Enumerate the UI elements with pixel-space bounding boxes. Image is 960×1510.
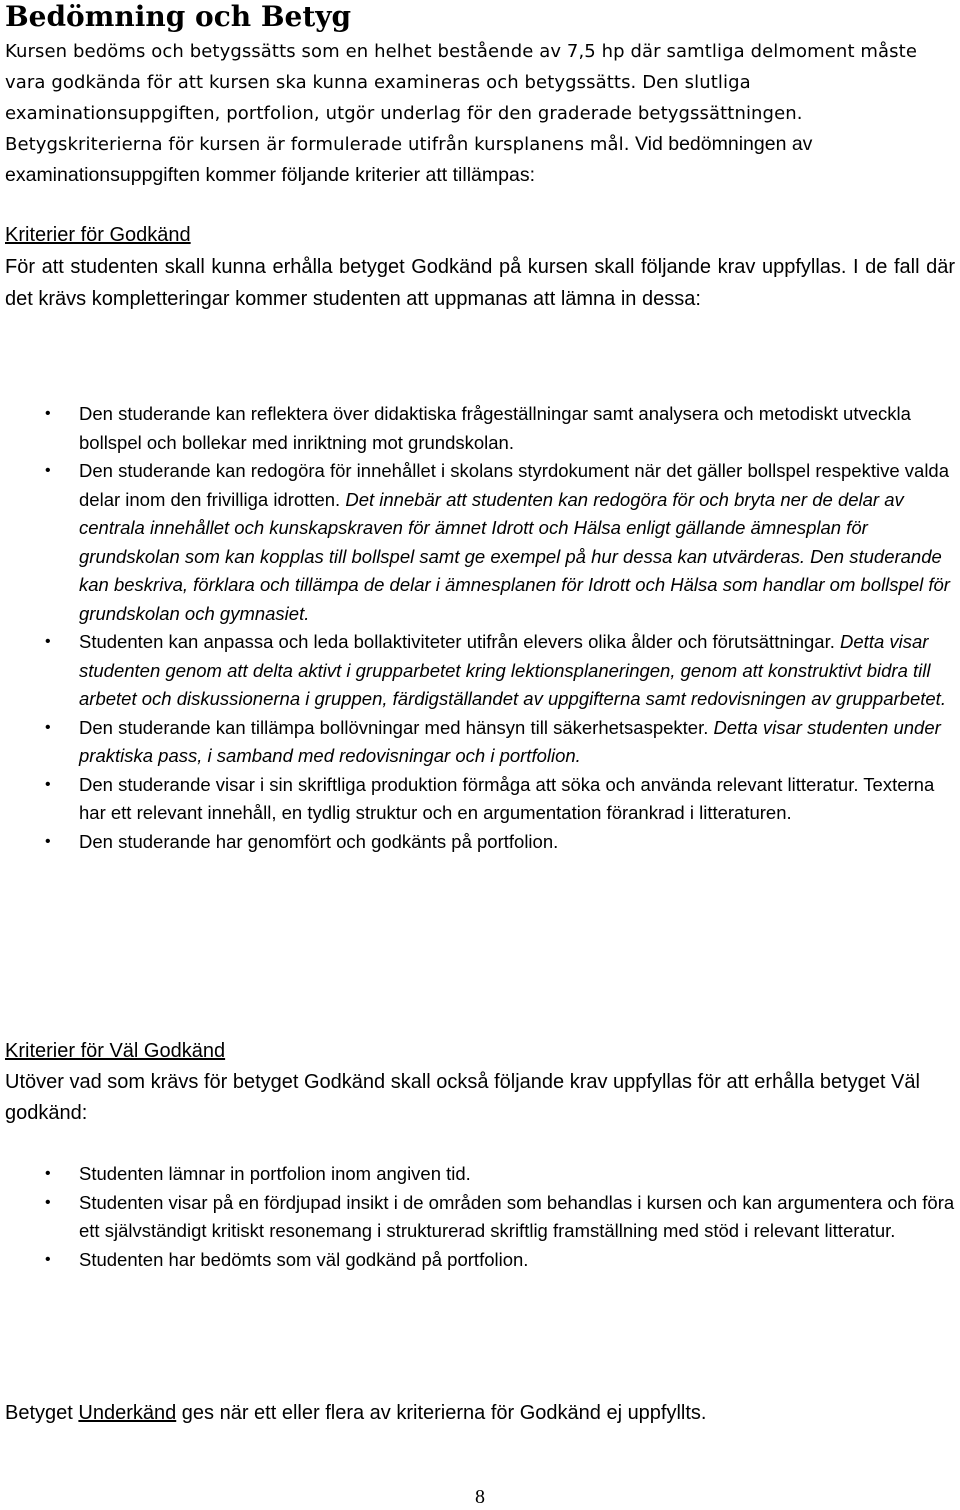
list-item [5, 828, 955, 857]
bullet-icon: • [45, 1250, 51, 1268]
list-item [5, 1160, 955, 1189]
criterion-text: Den studerande kan reflektera över didaktiska frågeställningar samt analysera och metodiskt utveckla bollspel och bollekar med inriktning mot grundskolan. [79, 403, 911, 453]
bullet-icon: • [45, 405, 51, 422]
godkand-heading: Kriterier för Godkänd [5, 224, 191, 246]
list-item [5, 628, 955, 714]
list-item [5, 457, 955, 628]
underkand-text-before: Betyget [5, 1402, 79, 1424]
list-item [5, 400, 955, 457]
godkand-criteria-list [5, 400, 955, 856]
criterion-text: Den studerande visar i sin skriftliga produktion förmåga att söka och använda relevant litteratur. Texterna har ett relevant innehåll, en tydlig struktur och en argumentation förankrad i litteraturen. [79, 773, 935, 823]
criterion-elaboration: Detta visar studenten genom att delta aktivt i grupparbetet kring lektionsplaneringen, genom att konstruktivt bidra till arbetet och diskussionerna i gruppen, färdigställandet av uppgifterna samt redovisningen av grupparbetet. [79, 631, 946, 709]
bullet-icon: • [45, 1193, 51, 1211]
page-title: Bedömning och Betyg [5, 0, 352, 33]
underkand-text-after: ges när ett eller flera av kriterierna för Godkänd ej uppfyllts. [176, 1402, 707, 1424]
val-godkand-heading: Kriterier för Väl Godkänd [5, 1040, 226, 1062]
list-item [5, 771, 955, 828]
bullet-icon: • [45, 775, 51, 793]
criterion-elaboration: Det innebär att studenten kan redogöra för och bryta ner de delar av centrala innehållet och kunskapskraven för ämnet Idrott och Hälsa enligt gällande ämnesplan för grundskolan som kan kopplas till bollspel samt ge exempel på hur dessa kan utvärderas. Den studerande kan beskriva, förklara och tillämpa de delar i ämnesplanen för Idrott och Hälsa som handlar om bollspel för grundskolan och gymnasiet. [79, 488, 950, 624]
criterion-text: Den studerande har genomfört och godkänts på portfolion. [79, 830, 559, 852]
criterion-text: Studenten lämnar in portfolion inom angiven tid. [79, 1163, 471, 1184]
underkand-term: Underkänd [78, 1402, 177, 1424]
criterion-text: Den studerande kan tillämpa bollövningar med hänsyn till säkerhetsaspekter. [79, 716, 714, 738]
underkand-statement [5, 1398, 955, 1429]
criterion-text: Studenten kan anpassa och leda bollaktiviteter utifrån elevers olika ålder och förutsättningar. [79, 631, 841, 652]
intro-text-continued: Vid bedömningen av examinationsuppgiften kommer följande kriterier att tillämpas: [5, 133, 813, 186]
bullet-icon: • [45, 462, 51, 479]
bullet-icon: • [45, 1165, 51, 1182]
list-item [5, 1246, 955, 1275]
criterion-text: Den studerande kan redogöra för innehållet i skolans styrdokument när det gäller bollspel respektive valda delar inom den frivilliga idrotten. [79, 460, 950, 510]
val-godkand-lead: Utöver vad som krävs för betyget Godkänd skall också följande krav uppfyllas för att erhålla betyget Väl godkänd: [5, 1071, 920, 1124]
page-number: 8 [475, 1486, 485, 1508]
val-godkand-criteria-list [5, 1160, 955, 1274]
list-item [5, 714, 955, 771]
intro-paragraph [5, 36, 955, 191]
criterion-text: Studenten visar på en fördjupad insikt i de områden som behandlas i kursen och kan argumentera och föra ett självständigt kritiskt resonemang i strukturerad skriftlig framställning med stöd i relevant litteratur. [79, 1191, 955, 1241]
bullet-icon: • [45, 832, 51, 850]
intro-text: Kursen bedöms och betygssätts som en helhet bestående av 7,5 hp där samtliga delmoment måste vara godkända för att kursen ska kunna examineras och betygssätts. Den slutliga examinationsuppgiften, portfolion, utgör underlag för den graderade betygssättningen. Betygskriterierna för kursen är formulerade utifrån kursplanens mål. [5, 41, 917, 155]
criterion-text: Studenten har bedömts som väl godkänd på portfolion. [79, 1248, 529, 1270]
criterion-elaboration: Detta visar studenten under praktiska pass, i samband med redovisningar och i portfolion. [79, 716, 941, 766]
bullet-icon: • [45, 718, 51, 736]
list-item [5, 1189, 955, 1246]
bullet-icon: • [45, 633, 51, 650]
godkand-lead: För att studenten skall kunna erhålla betyget Godkänd på kursen skall följande krav uppfyllas. I de fall där det krävs kompletteringar kommer studenten att uppmanas att lämna in dessa: [5, 256, 955, 310]
